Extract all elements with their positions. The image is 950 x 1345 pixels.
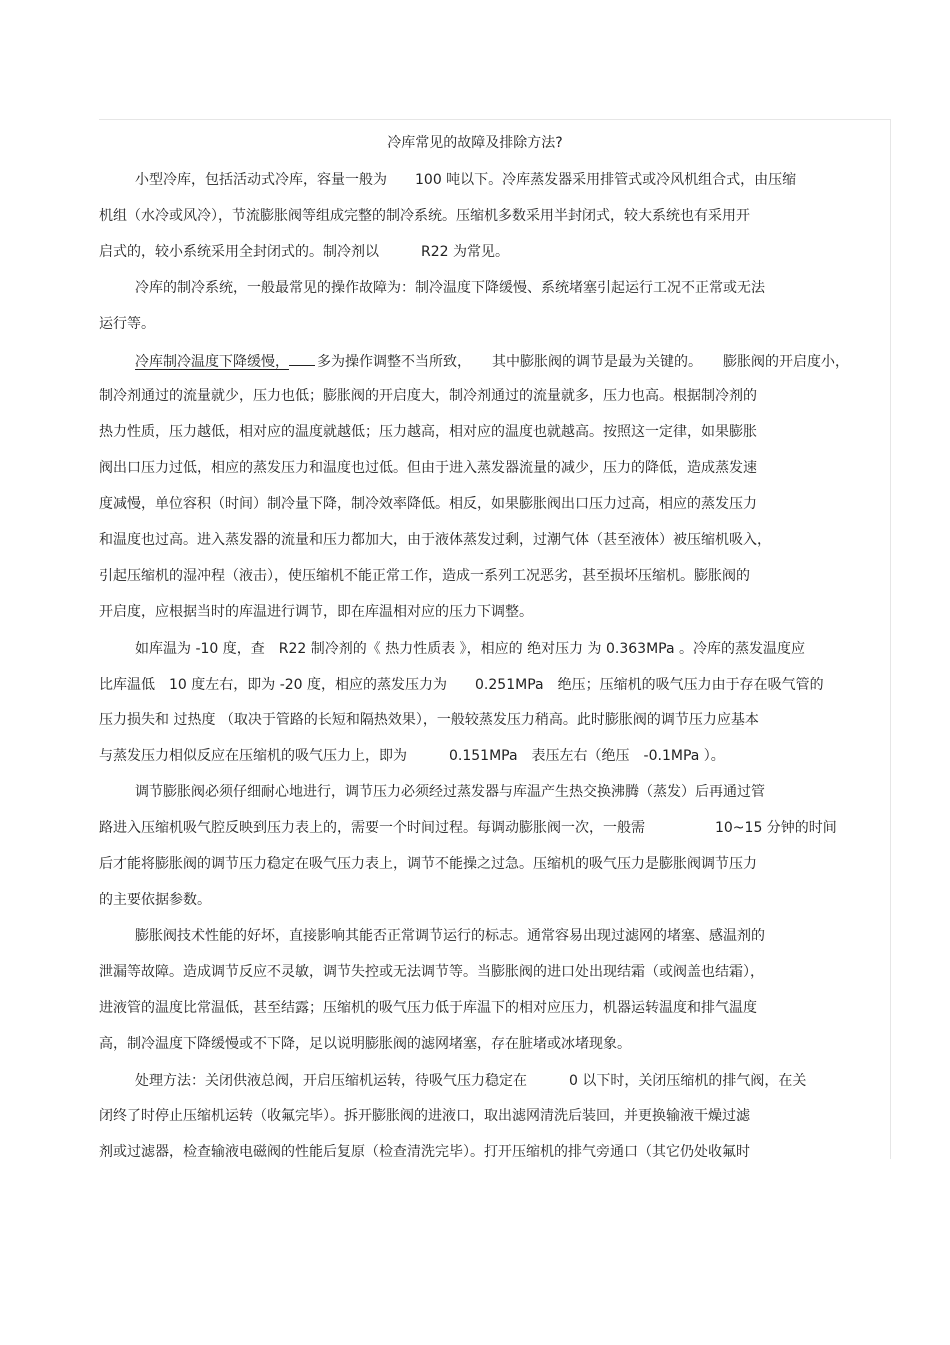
text-line: 进液管的温度比常温低，甚至结露；压缩机的吸气压力低于库温下的相对应压力，机器运转温度和排气温度 bbox=[99, 1000, 757, 1016]
text-line: 制冷剂通过的流量就少，压力也低；膨胀阀的开启度大，制冷剂通过的流量就多，压力也高。根据制冷剂的 bbox=[99, 388, 757, 404]
text-line: 后才能将膨胀阀的调节压力稳定在吸气压力表上，调节不能操之过急。压缩机的吸气压力是膨胀阀调节压力 bbox=[99, 856, 757, 872]
text-line: 闭终了时停止压缩机运转（收氟完毕）。拆开膨胀阀的进液口，取出滤网清洗后装回，并更换输液干燥过滤 bbox=[99, 1108, 750, 1124]
page-right-rule bbox=[890, 119, 891, 1159]
text-line: 冷库的制冷系统，一般最常见的操作故障为：制冷温度下降缓慢、系统堵塞引起运行工况不正常或无法 bbox=[135, 280, 765, 296]
text-line: 如库温为 -10 度，查 R22 制冷剂的《 热力性质表 》，相应的 绝对压力 为 0.363MPa 。冷库的蒸发温度应 bbox=[135, 641, 806, 657]
text-line-rest: 多为操作调整不当所致， 其中膨胀阀的调节是最为关键的。 膨胀阀的开启度小， bbox=[317, 354, 849, 370]
text-line: 比库温低 10 度左右，即为 -20 度，相应的蒸发压力为 0.251MPa 绝压；压缩机的吸气压力由于存在吸气管的 bbox=[99, 677, 824, 693]
text-line: 压力损失和 过热度 （取决于管路的长短和隔热效果），一般较蒸发压力稍高。此时膨胀阀的调节压力应基本 bbox=[99, 712, 759, 728]
underlined-heading: 冷库制冷温度下降缓慢， bbox=[135, 354, 289, 370]
document-title: 冷库常见的故障及排除方法? bbox=[387, 135, 563, 151]
text-line: 引起压缩机的湿冲程（液击），使压缩机不能正常工作，造成一系列工况恶劣，甚至损坏压缩机。膨胀阀的 bbox=[99, 568, 750, 584]
text-line: 处理方法：关闭供液总阀，开启压缩机运转，待吸气压力稳定在 0 以下时，关闭压缩机的排气阀，在关 bbox=[135, 1073, 807, 1089]
text-line: 度减慢，单位容积（时间）制冷量下降，制冷效率降低。相反，如果膨胀阀出口压力过高，相应的蒸发压力 bbox=[99, 496, 757, 512]
text-line: 高，制冷温度下降缓慢或不下降，足以说明膨胀阀的滤网堵塞，存在脏堵或冰堵现象。 bbox=[99, 1036, 631, 1052]
text-line: 膨胀阀技术性能的好坏，直接影响其能否正常调节运行的标志。通常容易出现过滤网的堵塞、感温剂的 bbox=[135, 928, 765, 944]
text-line-with-heading bbox=[135, 351, 849, 371]
text-line: 与蒸发压力相似反应在压缩机的吸气压力上，即为 0.151MPa 表压左右（绝压 -0.1MPa ）。 bbox=[99, 748, 725, 764]
text-line: 路进入压缩机吸气腔反映到压力表上的，需要一个时间过程。每调动膨胀阀一次，一般需 10~15 分钟的时间 bbox=[99, 820, 837, 836]
text-line: 的主要依据参数。 bbox=[99, 892, 211, 908]
text-line: 和温度也过高。进入蒸发器的流量和压力都加大，由于液体蒸发过剩，过潮气体（甚至液体）被压缩机吸入， bbox=[99, 532, 771, 548]
text-line: 热力性质，压力越低，相对应的温度就越低；压力越高，相对应的温度也就越高。按照这一定律，如果膨胀 bbox=[99, 424, 757, 440]
text-line: 运行等。 bbox=[99, 316, 155, 332]
page-top-rule bbox=[99, 119, 890, 120]
text-line: 开启度，应根据当时的库温进行调节，即在库温相对应的压力下调整。 bbox=[99, 604, 533, 620]
text-line: 泄漏等故障。造成调节反应不灵敏，调节失控或无法调节等。当膨胀阀的进口处出现结霜（或阀盖也结霜）， bbox=[99, 964, 764, 980]
text-line: 小型冷库，包括活动式冷库，容量一般为 100 吨以下。冷库蒸发器采用排管式或冷风机组合式，由压缩 bbox=[135, 172, 797, 188]
underline-tail bbox=[289, 351, 315, 366]
text-line: 阀出口压力过低，相应的蒸发压力和温度也过低。但由于进入蒸发器流量的减少，压力的降低，造成蒸发速 bbox=[99, 460, 757, 476]
text-line: 剂或过滤器，检查输液电磁阀的性能后复原（检查清洗完毕）。打开压缩机的排气旁通口（其它仍处收氟时 bbox=[99, 1144, 750, 1160]
text-line: 启式的，较小系统采用全封闭式的。制冷剂以 R22 为常见。 bbox=[99, 244, 509, 260]
text-line: 机组（水冷或风冷），节流膨胀阀等组成完整的制冷系统。压缩机多数采用半封闭式，较大系统也有采用开 bbox=[99, 208, 750, 224]
text-line: 调节膨胀阀必须仔细耐心地进行，调节压力必须经过蒸发器与库温产生热交换沸腾（蒸发）后再通过管 bbox=[135, 784, 765, 800]
